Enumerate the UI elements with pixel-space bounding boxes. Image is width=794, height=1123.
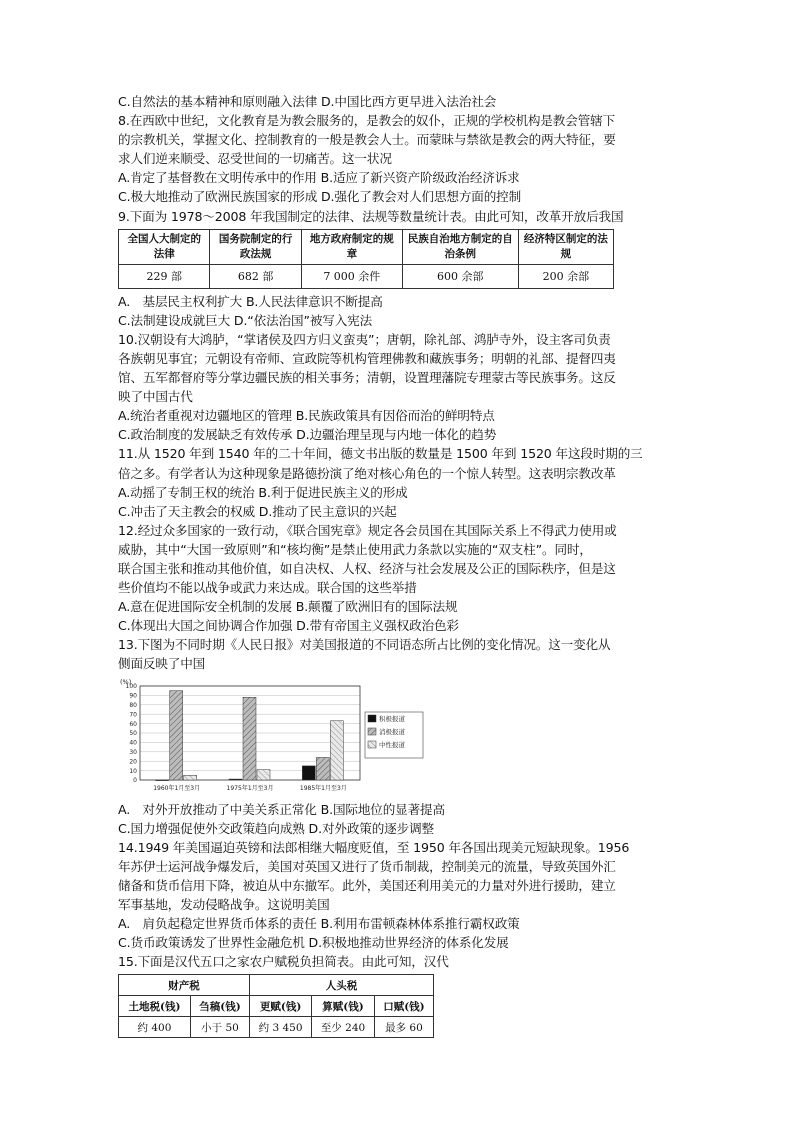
answer-options: A. 基层民主权利扩大 B.人民法律意识不断提高 [118, 293, 383, 309]
table-row [119, 1017, 434, 1038]
answer-options: A.意在促进国际安全机制的发展 B.颠覆了欧洲旧有的国际法规 [118, 599, 458, 615]
y-tick-label: 40 [129, 739, 137, 747]
table-cell: 600 余部 [402, 264, 518, 288]
legend-swatch [368, 715, 376, 722]
text-line: 些价值均不能以战争或武力来达成。联合国的这些举措 [118, 580, 417, 596]
answer-options: C.体现出大国之间协调合作加强 D.带有帝国主义强权政治色彩 [118, 618, 459, 634]
table-header-row [119, 229, 614, 264]
y-tick-label: 60 [129, 720, 137, 728]
y-axis-unit-label: (%) [120, 677, 132, 686]
text-line: 馆、五军都督府等分掌边疆民族的相关事务；清朝，设置理藩院专理蒙古等民族事务。这反 [118, 370, 616, 386]
table-cell: 229 部 [119, 264, 210, 288]
legend-label: 消极报道 [379, 727, 405, 736]
table-header-cell: 地方政府制定的规章 [301, 229, 402, 264]
legend-label: 中性报道 [379, 740, 405, 749]
table-header-cell: 民族自治地方制定的自治条例 [402, 229, 518, 264]
question-14-stem: 14.1949 年美国逼迫英镑和法郎相继大幅度贬值，至 1950 年各国出现美元短缺现象。1956 [118, 839, 630, 855]
text-line: 映了中国古代 [118, 389, 193, 405]
text-line: 倍之多。有学者认为这种现象是路德扮演了绝对核心角色的一个惊人转型。这表明宗教改革 [118, 465, 616, 481]
y-tick-label: 0 [133, 776, 137, 784]
table-cell: 约 400 [119, 1017, 191, 1038]
bar-neutral [184, 775, 197, 780]
bar-positive [302, 765, 315, 779]
table-group-cell: 财产税 [119, 975, 250, 996]
report-tone-chart [118, 676, 678, 796]
table-group-row [119, 975, 434, 996]
x-tick-label: 1985年1月至3月 [299, 784, 347, 792]
question-13-stem: 13.下图为不同时期《人民日报》对美国报道的不同语态所占比例的变化情况。这一变化从 [118, 637, 611, 653]
y-tick-label: 50 [129, 729, 137, 737]
question-9-stem: 9.下面为 1978～2008 年我国制定的法律、法规等数量统计表。由此可知，改革开放后我国 [118, 208, 624, 224]
text-line: C.自然法的基本精神和原则融入法律 D.中国比西方更早进入法治社会 [118, 94, 497, 109]
table-cell: 约 3 450 [250, 1017, 312, 1038]
bar-negative [170, 690, 183, 779]
exam-page [118, 92, 678, 1041]
y-tick-label: 100 [125, 682, 137, 690]
x-tick-label: 1960年1月至3月 [153, 784, 201, 792]
law-statistics-table [118, 229, 614, 289]
y-tick-label: 80 [129, 701, 137, 709]
bar-negative [316, 757, 329, 780]
text-line: 军事基地，发动侵略战争。这说明美国 [118, 897, 330, 912]
bar-positive [229, 779, 242, 780]
text-line: 各族朝见事宜；元朝设有帝师、宣政院等机构管理佛教和藏族事务；明朝的礼部、提督四夷 [118, 350, 616, 366]
question-10-stem: 10.汉朝设有大鸿胪，“掌诸侯及四方归义蛮夷”；唐朝，除礼部、鸿胪寺外，设主客司负责 [118, 331, 611, 347]
answer-options: C.国力增强促使外交政策趋向成熟 D.对外政策的逐步调整 [118, 820, 434, 836]
x-tick-label: 1975年1月至3月 [226, 784, 274, 792]
legend-swatch [368, 728, 376, 735]
text-line: 储备和货币信用下降，被迫从中东撤军。此外，美国还利用美元的力量对外进行援助，建立 [118, 877, 616, 893]
answer-options: C.极大地推动了欧洲民族国家的形成 D.强化了教会对人们思想方面的控制 [118, 189, 522, 205]
han-tax-table [118, 974, 434, 1038]
text-line: 联合国主张和推动其他价值，如自决权、人权、经济与社会发展及公正的国际秩序，但是这 [118, 560, 616, 576]
answer-options: A. 对外开放推动了中美关系正常化 B.国际地位的显著提高 [118, 801, 445, 817]
question-12-stem: 12.经过众多国家的一致行动，《联合国宪章》规定各会员国在其国际关系上不得武力使用或 [118, 522, 617, 538]
y-tick-label: 10 [129, 767, 137, 775]
text-block-c [118, 800, 678, 972]
legend-swatch [368, 741, 376, 748]
question-11-stem: 11.从 1520 年到 1540 年的二十年间，德文书出版的数量是 1500 年到 1520 年这段时期的三 [118, 446, 643, 462]
answer-options: A.肯定了基督教在文明传承中的作用 B.适应了新兴资产阶级政治经济诉求 [118, 170, 520, 186]
text-block-b [118, 292, 678, 674]
question-8-stem: 8.在西欧中世纪，文化教育是为教会服务的，是教会的奴仆，正规的学校机构是教会管辖下 [118, 113, 616, 129]
answer-options: C.冲击了天主教会的权威 D.推动了民主意识的兴起 [118, 503, 397, 519]
text-block-a [118, 92, 678, 226]
bar-neutral [330, 720, 343, 779]
answer-options: C.政治制度的发展缺乏有效传承 D.边疆治理呈现与内地一体化的趋势 [118, 427, 497, 443]
text-line: 年苏伊士运河战争爆发后，美国对英国又进行了货币制裁，控制美元的流量，导致英国外汇 [118, 858, 616, 874]
table-cell: 200 余部 [518, 264, 613, 288]
table-header-cell: 土地税(钱) [119, 996, 191, 1017]
table-header-cell: 刍稿(钱) [190, 996, 249, 1017]
table-row [119, 264, 614, 288]
bar-positive [156, 780, 169, 781]
legend-label: 积极报道 [379, 714, 405, 723]
table-cell: 小于 50 [190, 1017, 249, 1038]
answer-options: C.货币政策诱发了世界性金融危机 D.积极地推动世界经济的体系化发展 [118, 935, 509, 951]
answer-options: A.统治者重视对边疆地区的管理 B.民族政策具有因俗而治的鲜明特点 [118, 408, 495, 424]
text-line: 侧面反映了中国 [118, 656, 206, 672]
table-header-cell: 口赋(钱) [374, 996, 433, 1017]
table-cell: 至少 240 [312, 1017, 375, 1038]
answer-options: A. 肩负起稳定世界货币体系的责任 B.利用布雷顿森林体系推行霸权政策 [118, 916, 520, 932]
table-cell: 最多 60 [374, 1017, 433, 1038]
y-tick-label: 20 [129, 757, 137, 765]
chart-svg [118, 676, 428, 796]
bar-negative [243, 697, 256, 780]
table-cell: 682 部 [210, 264, 301, 288]
table-header-cell: 算赋(钱) [312, 996, 375, 1017]
y-tick-label: 90 [129, 692, 137, 700]
table-header-cell: 经济特区制定的法规 [518, 229, 613, 264]
text-line: 的宗教机关，掌握文化、控制教育的一般是教会人士。而蒙昧与禁欲是教会的两大特征，要 [118, 132, 616, 148]
answer-options: C.法制建设成就巨大 D.“依法治国”被写入宪法 [118, 312, 373, 328]
table-cell: 7 000 余件 [301, 264, 402, 288]
question-15-stem: 15.下面是汉代五口之家农户赋税负担简表。由此可知，汉代 [118, 954, 449, 970]
bar-neutral [257, 769, 270, 779]
text-line: 威胁，其中“大国一致原则”和“核均衡”是禁止使用武力条款以实施的“双支柱”。同时， [118, 541, 592, 557]
table-header-row [119, 996, 434, 1017]
answer-options: A.动摇了专制王权的统治 B.利于促进民族主义的形成 [118, 484, 408, 500]
text-line: 求人们逆来顺受、忍受世间的一切痛苦。这一状况 [118, 151, 392, 167]
y-tick-label: 70 [129, 710, 137, 718]
table-header-cell: 更赋(钱) [250, 996, 312, 1017]
table-header-cell: 全国人大制定的法律 [119, 229, 210, 264]
table-header-cell: 国务院制定的行政法规 [210, 229, 301, 264]
table-group-cell: 人头税 [250, 975, 434, 996]
y-tick-label: 30 [129, 748, 137, 756]
